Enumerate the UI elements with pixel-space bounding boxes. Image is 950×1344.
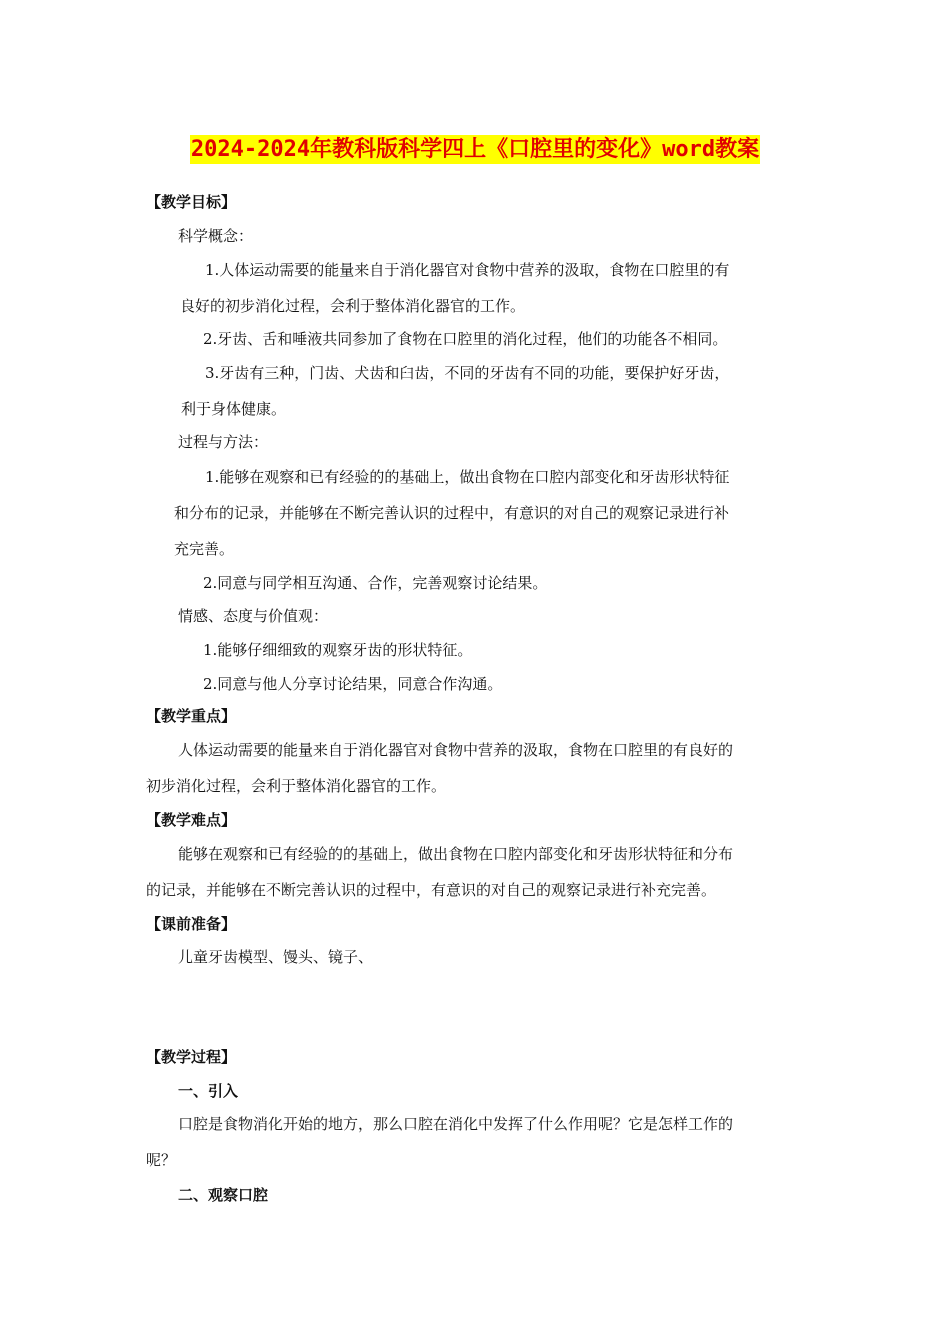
- document-title-text: 2024-2024年教科版科学四上《口腔里的变化》word教案: [190, 137, 760, 162]
- key-points-line-2: 初步消化过程，会利于整体消化器官的工作。: [146, 777, 447, 795]
- preparation-line-1: 儿童牙齿模型、馒头、镜子、: [178, 948, 374, 966]
- concept-item-3a: 3.牙齿有三种，门齿、犬齿和臼齿，不同的牙齿有不同的功能，要保护好牙齿，: [205, 364, 730, 382]
- process-item-1a: 1.能够在观察和已有经验的的基础上，做出食物在口腔内部变化和牙齿形状特征: [205, 468, 730, 486]
- attitude-item-2: 2.同意与他人分享讨论结果，同意合作沟通。: [203, 675, 503, 693]
- attitude-label: 情感、态度与价值观：: [178, 607, 329, 625]
- key-points-heading: 【教学重点】: [146, 707, 237, 725]
- process-item-1c: 充完善。: [174, 540, 235, 558]
- objectives-heading: 【教学目标】: [146, 193, 237, 211]
- section-1-heading: 一、引入: [178, 1082, 239, 1100]
- concept-item-1a: 1.人体运动需要的能量来自于消化器官对食物中营养的汲取，食物在口腔里的有: [205, 261, 730, 279]
- attitude-item-1: 1.能够仔细细致的观察牙齿的形状特征。: [203, 641, 473, 659]
- key-points-line-1: 人体运动需要的能量来自于消化器官对食物中营养的汲取，食物在口腔里的有良好的: [178, 741, 734, 759]
- difficulties-line-1: 能够在观察和已有经验的的基础上，做出食物在口腔内部变化和牙齿形状特征和分布: [178, 845, 734, 863]
- process-item-2: 2.同意与同学相互沟通、合作，完善观察讨论结果。: [203, 574, 548, 592]
- document-title: [0, 132, 950, 163]
- process-label: 过程与方法：: [178, 433, 269, 451]
- process-item-1b: 和分布的记录，并能够在不断完善认识的过程中，有意识的对自己的观察记录进行补: [174, 504, 730, 522]
- difficulties-line-2: 的记录，并能够在不断完善认识的过程中，有意识的对自己的观察记录进行补充完善。: [146, 881, 717, 899]
- preparation-heading: 【课前准备】: [146, 915, 237, 933]
- section-2-heading: 二、观察口腔: [178, 1186, 269, 1204]
- concept-item-2: 2.牙齿、舌和唾液共同参加了食物在口腔里的消化过程，他们的功能各不相同。: [203, 330, 728, 348]
- difficulties-heading: 【教学难点】: [146, 811, 237, 829]
- section-1-line-2: 呢？: [146, 1151, 177, 1169]
- process-heading: 【教学过程】: [146, 1048, 237, 1066]
- section-1-line-1: 口腔是食物消化开始的地方，那么口腔在消化中发挥了什么作用呢？它是怎样工作的: [178, 1115, 734, 1133]
- concept-label: 科学概念：: [178, 227, 254, 245]
- concept-item-3b: 利于身体健康。: [181, 400, 287, 418]
- concept-item-1b: 良好的初步消化过程，会利于整体消化器官的工作。: [180, 297, 526, 315]
